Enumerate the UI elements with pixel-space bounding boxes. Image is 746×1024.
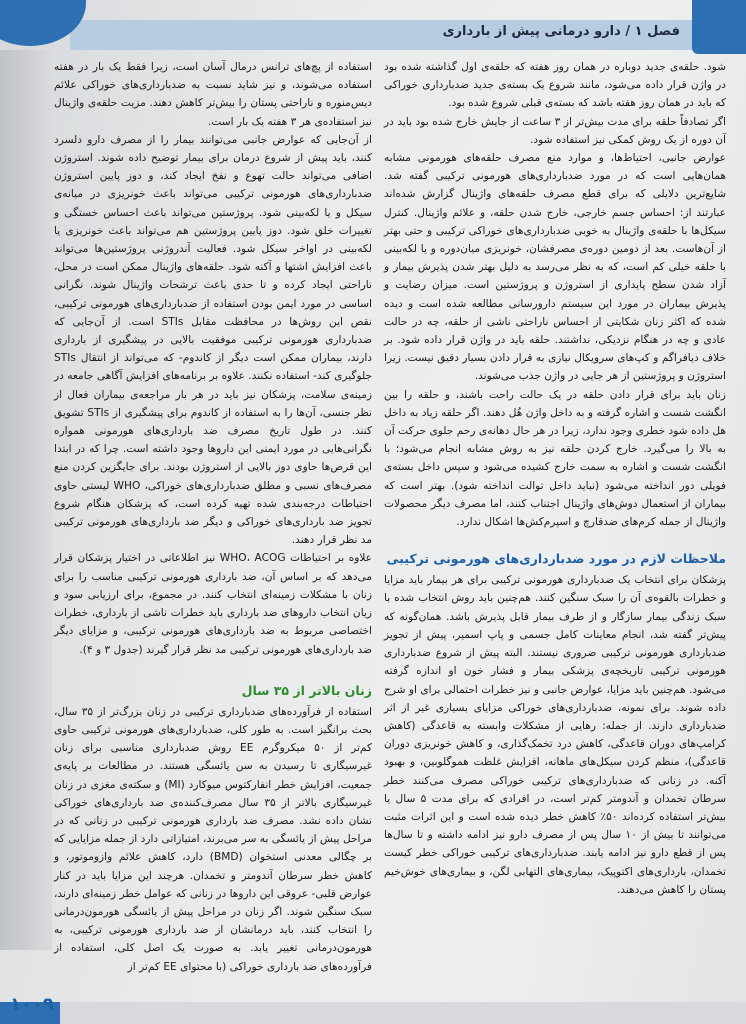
right-text-column [384,58,726,899]
paragraph: اگر تصادفاً حلقه برای مدت بیش‌تر از ۳ ساعت از جایش خارج شده بود باید در آن دوره از یک روش کمکی نیز استفاده شود. [384,115,726,146]
paragraph: علاوه بر احتیاطات WHO، ACOG نیز اطلاعاتی در اختیار پزشکان قرار می‌دهد که بر اساس آن، ضد بارداری هورمونی ترکیبی مناسب را برای زنان با مشکلات زمینه‌ای انتخاب کنند. در مجموع، برای ارزیابی سود و زیان انتخاب داروهای ضد بارداری باید خطرات ناشی از بارداری، خطرات اختصاصی مربوط به ضد بارداری‌های هورمونی ترکیبی، و مزایای دیگر ضد بارداری‌های هورمونی ترکیبی مد نظر قرار گیرند (جدول ۳ و ۴). [54,552,373,656]
paragraph: زنان باید برای قرار دادن حلقه در یک حالت راحت باشند، و حلقه را بین انگشت شست و اشاره گرفته و به داخل واژن هُل دهند. اگر حلقه زیاد به داخل هل داده شود خطری وجود ندارد، زیرا در هر حال دهانه‌ی رحم جلوی حرکت آن به بالا را می‌گیرد. خارج کردن حلقه نیز به روش مشابه انجام می‌شود؛ با انگشت شست و اشاره به سمت خارج کشیده می‌شود و سپس داخل بسته‌ی فویلی دور انداخته می‌شود (نباید داخل توالت انداخته شود). بهتر است که بیماران از استعمال دوش‌های واژینال اجتناب کنند، اما مصرف دیگر محصولات واژینال از جمله کرم‌های ضدقارچ و اسپرم‌کش‌ها اشکال ندارد. [384,388,726,529]
paragraph: عوارض جانبی، احتیاط‌ها، و موارد منع مصرف حلقه‌های هورمونی مشابه همان‌هایی است که در مورد ضدبارداری‌های هورمونی ترکیبی گفته شد. شایع‌ترین دلایلی که برای قطع مصرف حلقه‌های واژینال گزارش شده‌اند عبارتند از: احساس جسم خارجی، خارج شدن حلقه، و علائم واژینال. کنترل سیکل‌ها با حلقه‌ی واژینال به خوبی ضدبارداری‌های خوراکی ترکیبی و حتی بهتر از آن‌هاست. بعد از دومین دوره‌ی مصرفشان، خونریزی میان‌دوره و یا لکه‌بینی با حلقه خیلی کم است، که به نظر می‌رسد به دلیل بهتر شدن پذیرش بیمار و آزاد شدن سطح پایداری از استروژن و پروژستین است. میزان رضایت و پذیرش بیماران در مورد این سیستم دارورسانی مطالعه شده است و دیده شده که اکثر زنان شکایتی از احساس ناراحتی ناشی از حلقه، چه در حالت عادی و چه در هنگام نزدیکی، نداشتند. حلقه باید در واژن قرار داده شود. بر خلاف دیافراگم و کپ‌های سرویکال نیازی به قرار دادن بسیار دقیق نیست. زیرا استروژن و پروژستین از هر جایی در واژن جذب می‌شوند. [384,152,726,383]
section-title: ملاحظات لازم در مورد ضدبارداری‌های هورمونی ترکیبی [386,551,726,567]
page-number: ۱۰۰۹ [10,994,54,1015]
chapter-header-title: فصل ۱ / دارو درمانی پیش از بارداری [442,24,680,39]
chapter-header-corner [692,0,746,54]
paragraph: از آن‌جایی که عوارض جانبی می‌توانند بیمار را از مصرف دارو دلسرد کنند، باید پیش از شروع درمان برای بیمار توضیح داده شوند. استروژن اضافی می‌تواند حالت تهوع و نفخ ایجاد کند، و دوز پایین استروژن ضدبارداری‌های هورمونی ترکیبی می‌تواند باعث خونریزی در میانه‌ی سیکل و یا لکه‌بینی شود. پروژستین می‌تواند باعث احساس خستگی و تغییرات خلق شود. دوز پایین پروژستین هم می‌تواند باعث خونریزی یا لکه‌بینی در اواخر سیکل شود. فعالیت آندروژنی پروژستین‌ها می‌تواند باعث افزایش اشتها و آکنه شود. حلقه‌های واژینال ممکن است در محل، ناراحتی ایجاد کرده و تا حدی باعث ترشحات واژینال شوند. نگرانی اساسی در مورد ایمن بودن استفاده از ضدبارداری‌های هورمونی ترکیبی، نقص این روش‌ها در محافظت مقابل STIs است. از آن‌جایی که ضدبارداری هورمونی ترکیبی موفقیت بالایی در پیشگیری از بارداری دارند، بیماران ممکن است دیگر از کاندوم- که می‌تواند از انتقال STIs جلوگیری کند- استفاده نکنند. علاوه بر برنامه‌های افزایش آگاهی جامعه در زمینه‌ی سلامت، پزشکان نیز باید در هر بار مراجعه‌ی بیماران فعال از نظر جنسی، آن‌ها را به استفاده از کاندوم برای پیشگیری از STIs تشویق کنند. در طول تاریخ مصرف ضد بارداری‌های هورمونی همواره نگرانی‌هایی در مورد ایمنی این داروها وجود داشته است. چرا که در ابتدا این قرص‌ها حاوی دوز بالایی از استروژن بودند. برای جایگزین کردن منع مصرف‌های نسبی و مطلق ضدبارداری‌های خوراکی، WHO لیستی حاوی احتیاطات درجه‌بندی شده تهیه کرده است، که پزشکان هنگام شروع تجویز ضد بارداری‌های خوراکی و دیگر ضد بارداری‌های هورمونی ترکیبی مد نظر قرار دهند. [54,133,373,547]
section-title: زنان بالاتر از ۳۵ سال [241,682,372,698]
page-footer-band [0,1002,746,1024]
page-gutter-shadow [0,50,52,950]
paragraph: استفاده از پچ‌های ترانس درمال آسان است، زیرا فقط یک بار در هفته استفاده می‌شوند، و نیز شاید نسبت به ضدبارداری‌های خوراکی علائم دیس‌منوره و ناراحتی پستان را بیش‌تر کاهش دهند. مزیت حلقه‌ی واژینال نیز استفاده‌ی هر ۳ هفته یک بار است. [54,61,372,128]
left-text-column [54,58,372,976]
paragraph: استفاده از فرآورده‌های ضدبارداری ترکیبی در زنان بزرگ‌تر از ۳۵ سال، بحث برانگیز است. به طور کلی، ضدبارداری‌های هورمونی ترکیبی حاوی کم‌تر از ۵۰ میکروگرم EE روش ضدبارداری مناسبی برای زنان غیرسیگاری تا رسیدن به سن یائسگی هستند. در مطالعات بر پایه‌ی جمعیت، افزایش خطر انفارکتوس میوکارد (MI) و سکته‌ی مغزی در زنان غیرسیگاری بالاتر از ۳۵ سال مصرف‌کننده‌ی ضد بارداری‌های خوراکی نشان داده نشد. مصرف ضد بارداری هورمونی ترکیبی در زنانی که در مراحل پیش از یائسگی به سر می‌برند، امتیازاتی دارد از جمله مزایایی که بر چگالی معدنی استخوان (BMD) دارد، کاهش علائم وازوموتور، و کاهش خطر سرطان آندومتر و تخمدان. هرچند این مزایا باید در کنار عوارض قلبی- عروقی این داروها در زنانی که عوامل خطر زمینه‌ای دارند، سبک سنگین شوند. اگر زنان در مراحل پیش از یائسگی هورمون‌درمانی را انتخاب کنند، باید درمانشان از ضد بارداری هورمونی ترکیبی، به هورمون‌درمانی تغییر یابد. به صورت یک اصل کلی، استفاده از فرآورده‌های ضد بارداری خوراکی (با محتوای EE کم‌تر از [54,705,372,973]
paragraph: پزشکان برای انتخاب یک ضدبارداری هورمونی ترکیبی برای هر بیمار باید مزایا و خطرات بالقوه‌ی آن را سبک سنگین کنند. هم‌چنین باید روش انتخاب شده با سبک زندگی بیمار سازگار و از طرف بیمار قابل پذیرش باشد. همان‌گونه که پیش‌تر گفته شد، انجام معاینات کامل جسمی و پاپ اسمیر، پیش از تجویز ضدبارداری هورمونی ترکیبی ضروری نیستند. البته پیش از شروع ضدبارداری هورمونی ترکیبی تاریخچه‌ی پزشکی بیمار و فشار خون او اندازه گرفته می‌شود. هم‌چنین باید مزایا، عوارض جانبی و نیز خطرات احتمالی برای او شرح داده شوند. برای نمونه، ضدبارداری‌های خوراکی مزایای بسیاری غیر از اثر ضدبارداری دارند. از جمله: رهایی از مشکلات وابسته به قاعدگی (کاهش کرامپ‌های دوران قاعدگی، کاهش درد تخمک‌گذاری، و کاهش خونریزی دوران قاعدگی)، منظم کردن سیکل‌های ماهانه، افزایش غلظت هموگلوبین، و بهبود آکنه. در زنانی که ضدبارداری‌های ترکیبی خوراکی مصرف می‌کنند خطر سرطان تخمدان و آندومتر کم‌تر است، در افرادی که برای مدت ۵ سال یا بیش‌تر استفاده کرده‌اند ۵۰٪ کاهش خطر دیده شده است و این اثرات مثبت می‌توانند تا بیش از ۱۰ سال پس از مصرف دارو نیز ادامه داشته و تا سال‌ها پس از قطع دارو نیز ادامه یابند. ضدبارداری‌های ترکیبی خوراکی خطر کیست تخمدان، بارداری‌های اکتوپیک، بیماری‌های التهابی لگن، و بیماری‌های خوش‌خیم پستان را کاهش می‌دهند. [383,574,726,896]
paragraph: شود. حلقه‌ی جدید دوباره در همان روز هفته که حلقه‌ی اول گذاشته شده بود در واژن قرار داده می‌شود، مانند شروع یک بسته‌ی جدید ضدبارداری خوراکی که باید در همان روز هفته باشد که بسته‌ی قبلی شروع شده بود. [384,61,726,110]
